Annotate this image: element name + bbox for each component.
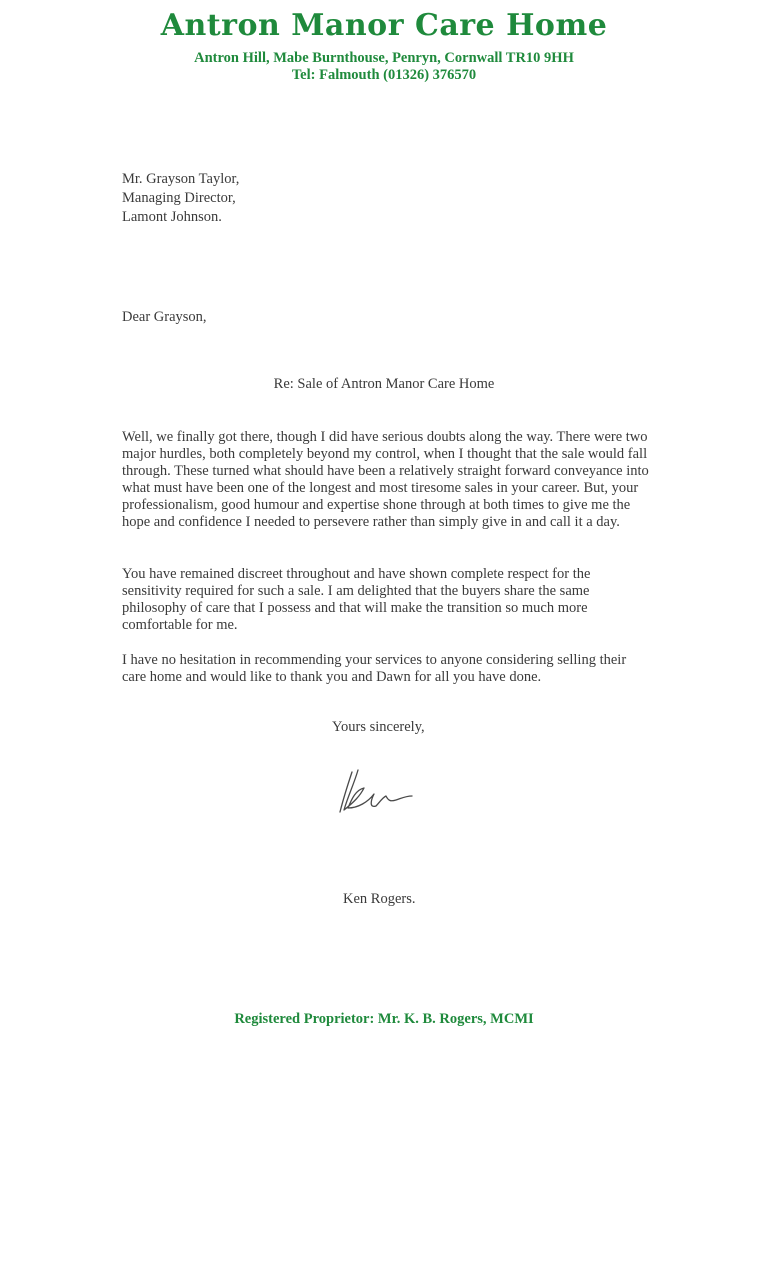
body-paragraph: You have remained discreet throughout and have shown complete respect for the sensitivity required for such a sale. I am delighted that the buyers share the same philosophy of care that I possess and that will make the transition so much more comfortable for me. — [122, 566, 591, 633]
subject-line: Re: Sale of Antron Manor Care Home — [273, 376, 495, 392]
letterhead-address: Antron Hill, Mabe Burnthouse, Penryn, Cornwall TR10 9HH — [194, 50, 574, 66]
body-paragraph: Well, we finally got there, though I did have serious doubts along the way. There were two major hurdles, both completely beyond my control, when I thought that the sale would fall through. These turned what should have been a relatively straight forward conveyance into what must have been one of the longest and most tiresome sales in your career. But, your professionalism, good humour and expertise shone through at both times to give me the hope and confidence I needed to persevere rather than simply give in and call it a day. — [122, 429, 649, 530]
closing: Yours sincerely, — [332, 719, 425, 735]
signer-name: Ken Rogers. — [343, 891, 416, 907]
body-paragraph: I have no hesitation in recommending your services to anyone considering selling their care home and would like to thank you and Dawn for all you have done. — [122, 652, 627, 685]
letterhead-phone: Tel: Falmouth (01326) 376570 — [291, 67, 477, 83]
recipient-block — [122, 170, 239, 227]
handwritten-signature — [334, 762, 424, 822]
recipient-name: Mr. Grayson Taylor, — [122, 171, 240, 187]
footer-proprietor: Registered Proprietor: Mr. K. B. Rogers, MCMI — [234, 1011, 534, 1027]
letterhead-title: Antron Manor Care Home — [160, 8, 608, 43]
recipient-company: Lamont Johnson. — [122, 209, 222, 225]
recipient-title: Managing Director, — [122, 190, 236, 206]
salutation: Dear Grayson, — [122, 309, 207, 325]
